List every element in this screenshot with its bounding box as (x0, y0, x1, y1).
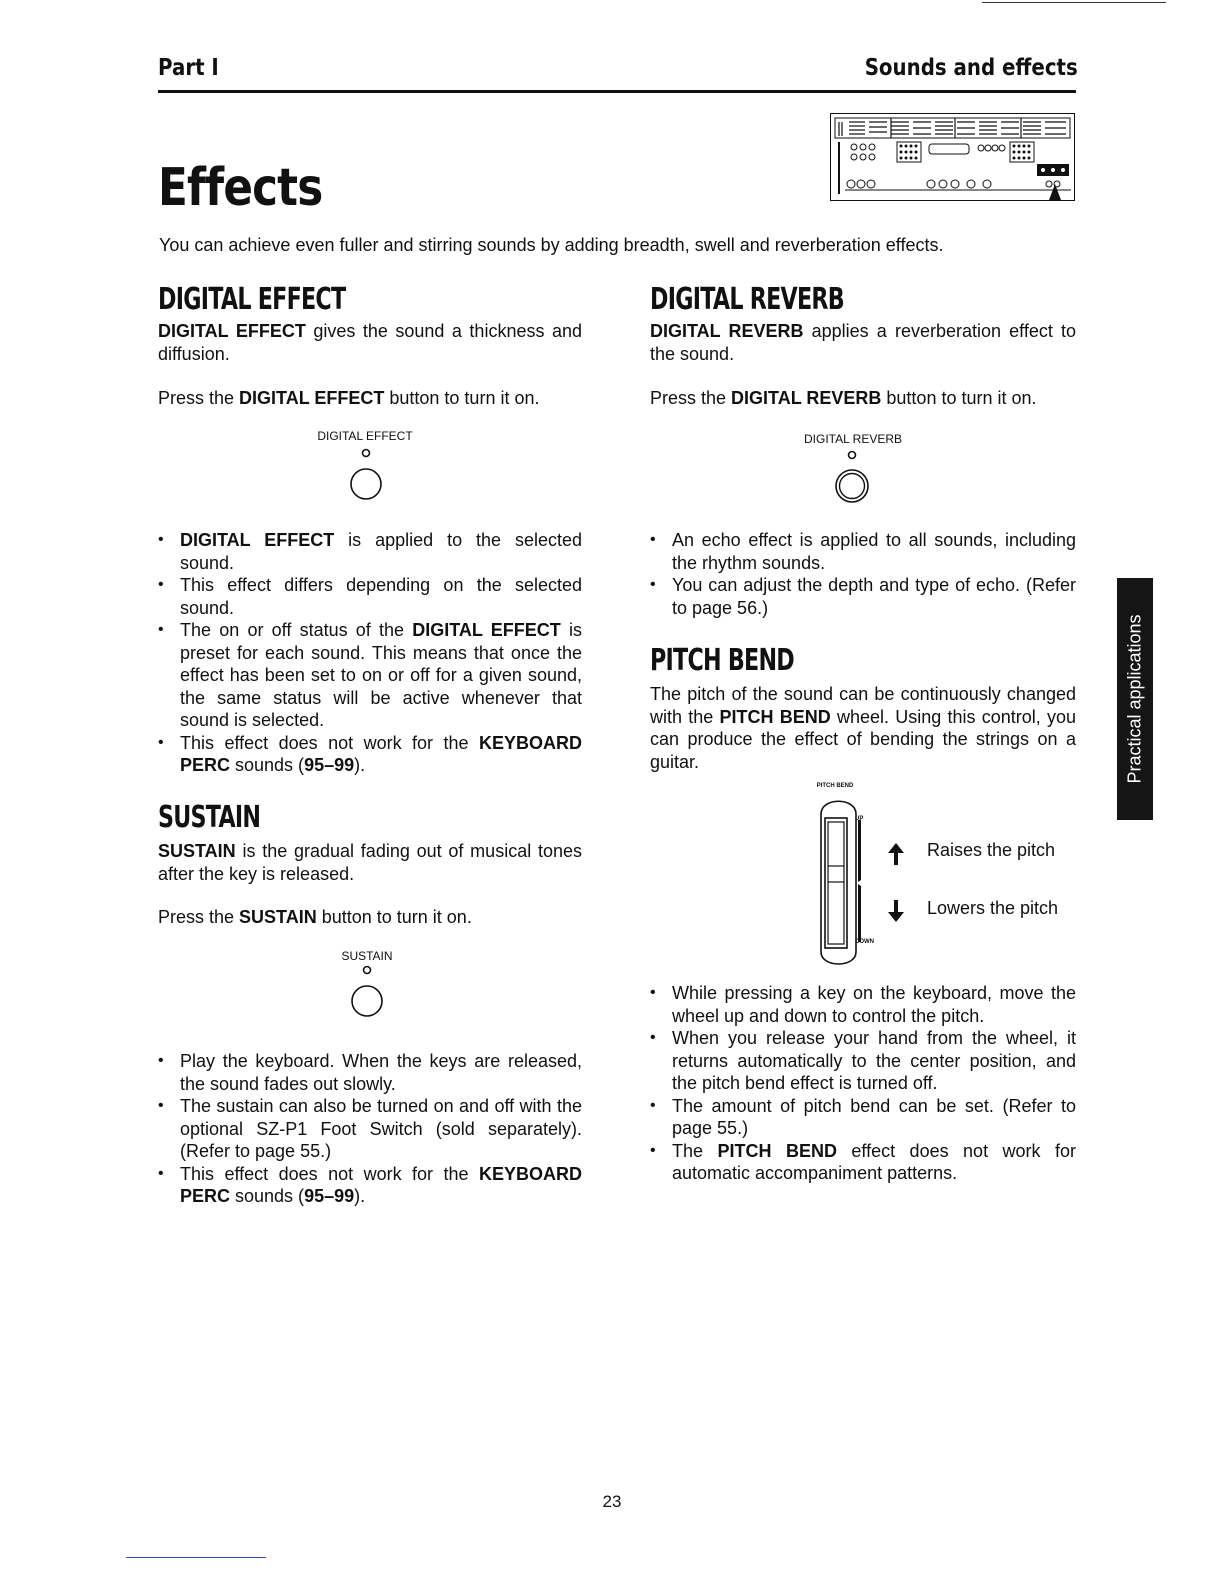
control-panel-icon (831, 114, 1074, 200)
list-item: • This effect differs depending on the selected sound. (158, 574, 582, 619)
digital-reverb-instruction (650, 387, 1080, 410)
intro-text: You can achieve even fuller and stirring sounds by adding breadth, swell and reverberation effects. (159, 235, 944, 255)
instruction-text: button to turn it on. (881, 388, 1037, 408)
bold-term: PITCH BEND (717, 1140, 837, 1161)
instruction-text: button to turn it on. (384, 388, 540, 408)
digital-effect-term: DIGITAL EFFECT (158, 321, 306, 341)
down-indicator-icon (858, 884, 861, 942)
button-circle-icon (351, 469, 381, 499)
digital-reverb-button[interactable] (832, 447, 872, 507)
desc-text: wheel. Using this control, you can produce the effect of bending the strings on a guitar. (650, 706, 1076, 772)
heading-digital-effect: DIGITAL EFFECT (158, 282, 346, 317)
instruction-text: Press the (650, 388, 732, 408)
list-item (650, 1140, 1076, 1185)
sustain-instruction (158, 906, 588, 929)
header-section: Sounds and effects (864, 55, 1078, 81)
sustain-button[interactable] (347, 962, 387, 1022)
digital-reverb-notes (650, 529, 1076, 619)
list-item (158, 732, 582, 777)
led-indicator-icon (364, 967, 371, 974)
header-rule (158, 90, 1076, 93)
list-item: • When you release your hand from the wheel, it returns automatically to the center position, and the pitch bend effect is turned off. (650, 1027, 1076, 1095)
heading-digital-reverb: DIGITAL REVERB (650, 282, 844, 317)
list-item: • The amount of pitch bend can be set. (Refer to page 55.) (650, 1095, 1076, 1140)
sustain-description (158, 840, 582, 885)
top-edge-rule (982, 2, 1166, 3)
note-text: The on or off status of the (180, 620, 413, 640)
instruction-button-name: DIGITAL EFFECT (239, 388, 385, 408)
page-title: Effects (158, 158, 323, 218)
led-indicator-icon (363, 450, 370, 457)
pitch-bend-description (650, 683, 1076, 773)
note-text: sounds ( (230, 755, 305, 775)
list-item: • You can adjust the depth and type of echo. (Refer to page 56.) (650, 574, 1076, 619)
instruction-button-name: SUSTAIN (239, 907, 317, 927)
down-label: DOWN (855, 939, 874, 945)
wheel-housing-icon (821, 801, 856, 964)
digital-effect-instruction (158, 387, 588, 410)
bold-term: DIGITAL EFFECT (412, 620, 561, 640)
header-part: Part I (158, 55, 219, 81)
list-item (158, 1163, 582, 1208)
sustain-notes (158, 1050, 582, 1208)
sustain-term: SUSTAIN (158, 841, 236, 861)
led-indicator-icon (849, 452, 856, 459)
note-text: This effect does not work for the (180, 1163, 479, 1184)
bold-term: KEYBOARD PERC (180, 732, 582, 775)
note-text: The (672, 1140, 718, 1161)
sustain-desc-text: is the gradual fading out of musical tones after the key is released. (158, 841, 582, 884)
note-text: This effect does not work for the (180, 732, 479, 753)
wheel-icon (828, 822, 844, 944)
heading-sustain: SUSTAIN (158, 800, 261, 835)
raise-pitch-text: Raises the pitch (927, 840, 1056, 860)
instruction-text: Press the (158, 907, 240, 927)
up-label: UP (855, 816, 864, 822)
list-item: • While pressing a key on the keyboard, move the wheel up and down to control the pitch. (650, 982, 1076, 1027)
list-item: • The sustain can also be turned on and off with the optional SZ-P1 Foot Switch (sold separately). (Refer to page 55.) (158, 1095, 582, 1163)
list-item: • An echo effect is applied to all sounds, including the rhythm sounds. (650, 529, 1076, 574)
digital-effect-description (158, 320, 582, 365)
list-item (158, 529, 582, 574)
page-number: 23 (602, 1492, 622, 1511)
list-item (158, 619, 582, 732)
button-circle-icon (836, 470, 868, 502)
desc-text: The pitch of the sound can be continuously changed with the (650, 684, 1076, 727)
sustain-button-label: SUSTAIN (341, 949, 393, 963)
arrow-up-icon (886, 842, 906, 866)
bold-term: 95–99 (304, 755, 355, 775)
instruction-button-name: DIGITAL REVERB (731, 388, 882, 408)
bold-term: 95–99 (304, 1186, 355, 1206)
note-text: is applied to the selected sound. (180, 530, 582, 573)
list-item: • Play the keyboard. When the keys are released, the sound fades out slowly. (158, 1050, 582, 1095)
digital-effect-button[interactable] (345, 445, 385, 505)
note-text: ). (354, 755, 366, 775)
up-indicator-icon (858, 820, 861, 882)
lower-pitch-text: Lowers the pitch (927, 898, 1059, 918)
pitch-bend-notes (650, 982, 1076, 1185)
side-tab-label: Practical applications (1124, 614, 1145, 784)
digital-effect-button-label: DIGITAL EFFECT (317, 429, 413, 443)
button-circle-icon (352, 986, 382, 1016)
note-text: effect does not work for automatic accompaniment patterns. (672, 1140, 1076, 1183)
section-side-tab (1117, 578, 1153, 820)
button-pressed-ring-icon (840, 474, 865, 499)
digital-effect-desc-text: gives the sound a thickness and diffusion. (158, 321, 582, 364)
instruction-text: button to turn it on. (316, 907, 472, 927)
pitch-bend-diagram-label: PITCH BEND (816, 783, 854, 789)
digital-reverb-desc-text: applies a reverberation effect to the sound. (650, 321, 1076, 364)
digital-reverb-description (650, 320, 1076, 365)
digital-effect-notes (158, 529, 582, 777)
instruction-text: Press the (158, 388, 240, 408)
bold-term: KEYBOARD PERC (180, 1163, 582, 1206)
control-panel-illustration (830, 113, 1075, 201)
digital-reverb-button-label: DIGITAL REVERB (803, 432, 903, 446)
bottom-link-rule (126, 1557, 266, 1558)
pitch-bend-term: PITCH BEND (719, 706, 831, 727)
arrow-down-icon (886, 899, 906, 923)
note-text: ). (354, 1186, 366, 1206)
digital-reverb-term: DIGITAL REVERB (650, 321, 804, 341)
note-text: sounds ( (230, 1186, 305, 1206)
bold-term: DIGITAL EFFECT (180, 530, 335, 550)
note-text: is preset for each sound. This means that once the effect has been set to on or off for a given sound, the same status will be active whenever that sound is selected. (180, 620, 583, 730)
heading-pitch-bend: PITCH BEND (650, 643, 794, 678)
